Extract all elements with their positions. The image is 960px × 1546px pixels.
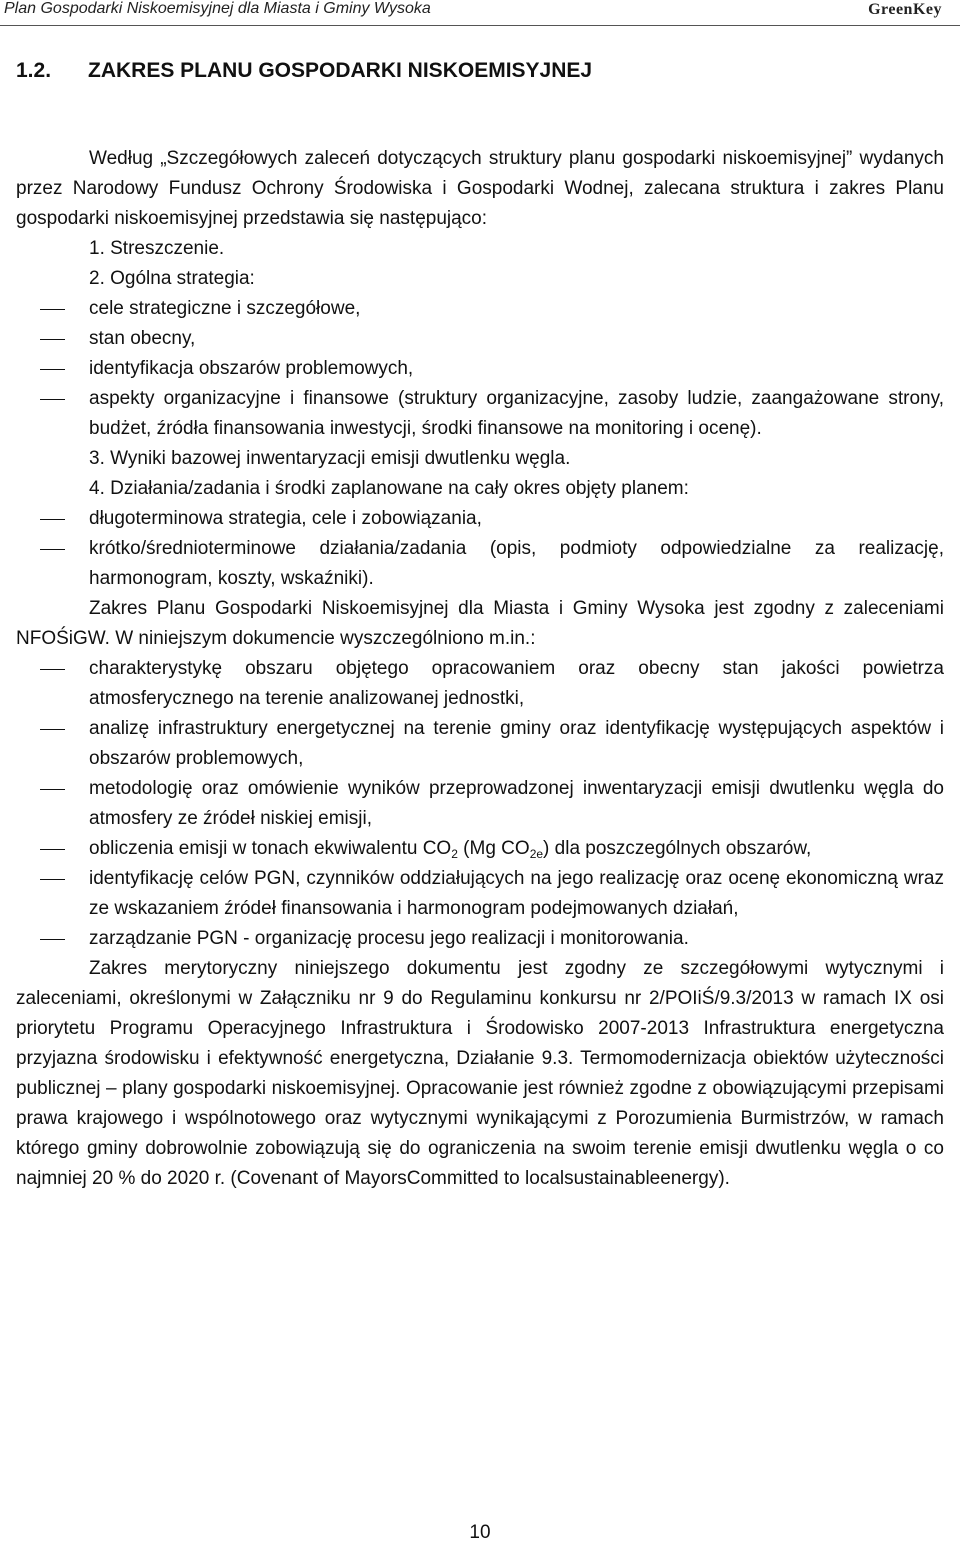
header-company-logo: GreenKey	[868, 1, 942, 18]
co2e-subscript: 2e	[529, 847, 544, 861]
structure-item-4: 4. Działania/zadania i środki zaplanowane na cały okres objęty planem:	[89, 478, 689, 499]
list-item: metodologię oraz omówienie wyników przeprowadzonej inwentaryzacji emisji dwutlenku węgla do atmosfery ze źródeł niskiej emisji,	[16, 774, 944, 834]
dash-bullet	[40, 789, 65, 790]
dash-bullet	[40, 549, 65, 550]
dash-bullet	[40, 879, 65, 880]
section-title: ZAKRES PLANU GOSPODARKI NISKOEMISYJNEJ	[88, 59, 593, 82]
structure-item-1: 1. Streszczenie.	[89, 238, 225, 259]
document-body	[16, 144, 944, 1194]
list-item: obliczenia emisji w tonach ekwiwalentu $CO_2$ (Mg $CO_{2e}$) dla poszczególnych obszarów,	[16, 834, 944, 864]
dash-bullet	[40, 309, 65, 310]
list-item: analizę infrastruktury energetycznej na terenie gminy oraz identyfikację występujących aspektów i obszarów problemowych,	[16, 714, 944, 774]
final-paragraph: Zakres merytoryczny niniejszego dokumentu jest zgodny ze szczegółowymi wytycznymi i zaleceniami, określonymi w Załączniku nr 9 do Regulaminu konkursu nr 2/POIiŚ/9.3/2013 w ramach IX osi priorytetu Programu Operacyjnego Infrastruktura i Środowisko 2007-2013 Infrastruktura energetyczna przyjazna środowisku i efektywność energetyczna, Działanie 9.3. Termomodernizacja obiektów użyteczności publicznej – plany gospodarki niskoemisyjnej. Opracowanie jest również zgodne z obowiązującymi przepisami prawa krajowego i wspólnotowego oraz wytycznymi wynikającymi z Porozumienia Burmistrzów, w ramach którego gminy dobrowolnie zobowiązują się do ograniczenia na swoim terenie emisji dwutlenku węgla o co najmniej 20 % do 2020 r. (Covenant of MayorsCommitted to localsustainableenergy).	[16, 958, 944, 1189]
header-document-title: Plan Gospodarki Niskoemisyjnej dla Miasta i Gminy Wysoka	[4, 0, 431, 17]
dash-bullet	[40, 519, 65, 520]
list-item: zarządzanie PGN - organizację procesu jego realizacji i monitorowania.	[16, 924, 944, 954]
page-header	[0, 0, 960, 26]
co2-subscript: 2	[451, 847, 458, 861]
dash-bullet	[40, 369, 65, 370]
section-number: 1.2.	[16, 59, 52, 82]
list-item: identyfikację celów PGN, czynników oddziałujących na jego realizację oraz ocenę ekonomiczną wraz ze wskazaniem źródeł finansowania i harmonogram podejmowanych działań,	[16, 864, 944, 924]
dash-bullet	[40, 939, 65, 940]
list-item: aspekty organizacyjne i finansowe (struktury organizacyjne, zasoby ludzie, zaangażowane strony, budżet, źródła finansowania inwestycji, środki finansowe na monitoring i ocenę).	[16, 384, 944, 444]
list-item: identyfikacja obszarów problemowych,	[16, 354, 944, 384]
page-number: 10	[469, 1522, 491, 1543]
list-item: stan obecny,	[16, 324, 944, 354]
list-item: cele strategiczne i szczegółowe,	[16, 294, 944, 324]
dash-bullet	[40, 399, 65, 400]
list-item: charakterystykę obszaru objętego opracowaniem oraz obecny stan jakości powietrza atmosferycznego na terenie analizowanej jednostki,	[16, 654, 944, 714]
header-divider	[0, 25, 960, 26]
structure-item-2: 2. Ogólna strategia:	[89, 268, 255, 289]
list-item: krótko/średnioterminowe działania/zadania (opis, podmioty odpowiedzialne za realizację, harmonogram, koszty, wskaźniki).	[16, 534, 944, 594]
dash-bullet	[40, 339, 65, 340]
compliance-paragraph: Zakres Planu Gospodarki Niskoemisyjnej dla Miasta i Gminy Wysoka jest zgodny z zaleceniami NFOŚiGW. W niniejszym dokumencie wyszczególniono m.in.:	[16, 598, 944, 649]
list-item: długoterminowa strategia, cele i zobowiązania,	[16, 504, 944, 534]
dash-bullet	[40, 669, 65, 670]
dash-bullet	[40, 849, 65, 850]
structure-item-3: 3. Wyniki bazowej inwentaryzacji emisji dwutlenku węgla.	[89, 448, 571, 469]
section-heading	[16, 59, 592, 83]
intro-paragraph: Według „Szczegółowych zaleceń dotyczących struktury planu gospodarki niskoemisyjnej” wydanych przez Narodowy Fundusz Ochrony Środowiska i Gospodarki Wodnej, zalecana struktura i zakres Planu gospodarki niskoemisyjnej przedstawia się następująco:	[16, 148, 944, 229]
dash-bullet	[40, 729, 65, 730]
